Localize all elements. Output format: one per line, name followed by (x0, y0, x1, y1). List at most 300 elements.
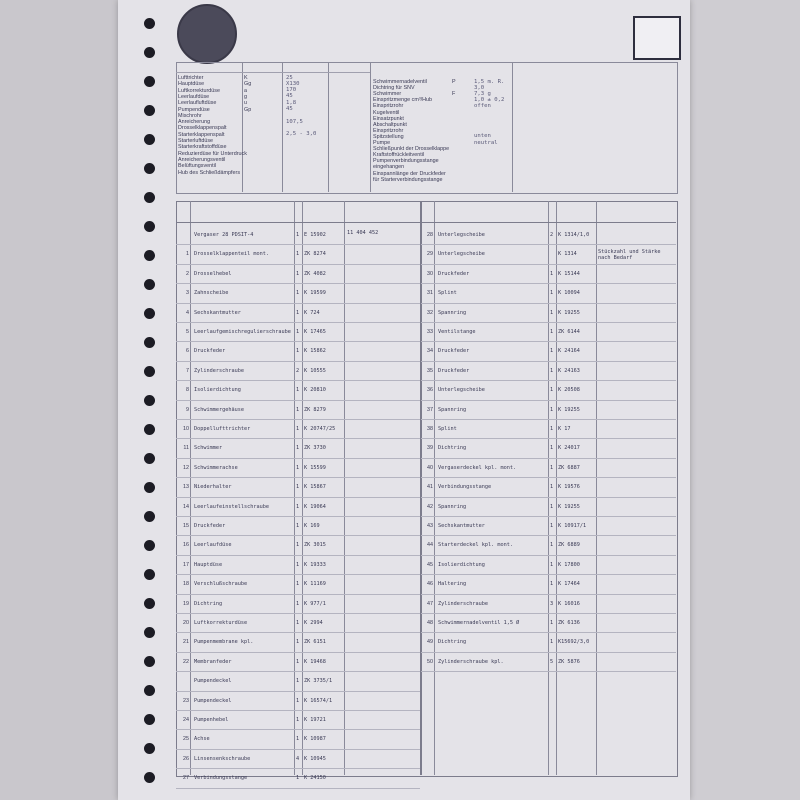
part-quantity: 1 (296, 639, 300, 646)
row-divider (176, 438, 420, 439)
part-name: Druckfeder (194, 348, 226, 355)
row-divider (421, 497, 676, 498)
part-solex-number: K 1314/1,0 (558, 232, 590, 238)
part-name: Linsensenkschraube (194, 755, 251, 762)
row-divider (176, 749, 420, 750)
setting-label: Pumpe (373, 140, 391, 146)
row-divider (421, 477, 676, 478)
part-quantity: 1 (296, 561, 300, 568)
part-number: 29 (427, 251, 433, 258)
binder-hole (144, 482, 155, 493)
setting-value: X130 (286, 80, 300, 87)
setting-value: 170 (286, 87, 297, 94)
part-quantity: 1 (550, 426, 554, 432)
setting-value: 45 (286, 93, 293, 100)
part-solex-number: ZK 6144 (558, 329, 580, 335)
divider (512, 62, 513, 192)
setting-value: neutral (474, 139, 498, 146)
part-number: 48 (427, 620, 433, 626)
part-solex-number: K 977/1 (304, 600, 326, 607)
part-number: 20 (183, 620, 189, 626)
row-divider (176, 244, 420, 245)
binder-hole (144, 366, 155, 377)
part-number: 19 (183, 600, 189, 607)
part-solex-number: K 724 (304, 309, 320, 316)
row-divider (176, 283, 420, 284)
part-number: 33 (427, 329, 433, 335)
part-number: 22 (183, 658, 189, 665)
part-name: Druckfeder (194, 523, 226, 529)
row-divider (421, 632, 676, 633)
part-number: 30 (427, 270, 433, 277)
binder-hole (144, 743, 155, 754)
part-number: 43 (427, 523, 433, 529)
setting-label: Kraftstoffrückleitventil (373, 152, 425, 159)
setting-label: Pumpendüse (178, 106, 210, 113)
part-solex-number: E 15902 (304, 232, 326, 238)
row-divider (421, 671, 676, 672)
row-divider (176, 613, 420, 614)
row-divider (176, 768, 420, 769)
part-quantity: 1 (550, 561, 554, 568)
part-name: Drosselhebel (194, 270, 232, 277)
setting-label: Abschaltpunkt (373, 121, 407, 128)
part-quantity: 1 (296, 717, 300, 723)
part-quantity: 1 (296, 620, 300, 626)
part-solex-number: K 19064 (304, 503, 326, 510)
setting-value: 25 (286, 74, 293, 81)
part-name: Dichtring (438, 639, 467, 646)
part-name: Zylinderschraube (194, 367, 244, 374)
setting-label: Anreicherung (178, 119, 211, 126)
part-number: 34 (427, 348, 433, 355)
part-number: 7 (186, 367, 189, 374)
part-number: 28 (427, 232, 433, 238)
row-divider (421, 419, 676, 420)
row-divider (176, 341, 420, 342)
divider (294, 201, 295, 775)
binder-hole (144, 308, 155, 319)
part-quantity: 1 (296, 251, 300, 258)
binder-hole (144, 540, 155, 551)
part-name: Pumpendeckel (194, 697, 232, 704)
part-solex-number: K 10094 (558, 290, 580, 297)
part-name: Achse (194, 736, 210, 743)
part-quantity: 1 (296, 581, 300, 588)
setting-label: für Starterverbindungsstange (373, 176, 443, 183)
part-solex-number: K 15144 (558, 270, 580, 277)
part-solex-number: K 10555 (304, 367, 326, 374)
setting-symbol: K (244, 75, 248, 81)
setting-label: Kugelventil (373, 109, 400, 116)
part-quantity: 1 (296, 329, 300, 335)
solex-logo (177, 4, 237, 64)
binder-hole (144, 250, 155, 261)
part-name: Spannring (438, 406, 467, 413)
row-divider (176, 458, 420, 459)
row-divider (421, 458, 676, 459)
setting-label: Pumpenverbindungsstange (373, 158, 439, 165)
part-name: Unterlegscheibe (438, 232, 485, 238)
setting-label: Drosselklappenspalt (178, 125, 227, 132)
row-divider (176, 264, 420, 265)
setting-value: 7,3 g (474, 90, 491, 97)
divider (190, 201, 191, 775)
part-quantity: 1 (296, 736, 300, 743)
row-divider (176, 380, 420, 381)
part-quantity: 1 (550, 484, 554, 491)
part-number: 32 (427, 309, 433, 316)
background-right (690, 0, 800, 800)
part-number: 10 (183, 426, 189, 432)
row-divider (421, 283, 676, 284)
row-divider (176, 729, 420, 730)
part-number: 25 (183, 736, 189, 743)
row-divider (421, 380, 676, 381)
part-number: 13 (183, 484, 189, 491)
part-solex-number: ZK 4082 (304, 270, 326, 277)
row-divider (421, 516, 676, 517)
setting-label: Starterklappenspalt (178, 131, 225, 138)
part-name: Dichtring (438, 445, 467, 452)
setting-value: 1,8 (286, 99, 297, 106)
part-quantity: 1 (296, 600, 300, 607)
divider (242, 62, 243, 192)
part-number: 35 (427, 367, 433, 374)
divider (344, 201, 345, 775)
row-divider (176, 535, 420, 536)
setting-label: eingehangen (373, 164, 405, 171)
part-solex-number: K 24150 (304, 775, 326, 782)
part-number: 14 (183, 503, 189, 510)
row-divider (176, 652, 420, 653)
part-name: Niederhalter (194, 484, 232, 491)
part-name: Drosselklappenteil mont. (194, 251, 269, 258)
sheet-letter-box (633, 16, 681, 60)
setting-label: Leerlaufdüse (178, 93, 210, 100)
divider (556, 201, 557, 775)
binder-hole (144, 424, 155, 435)
background-left (0, 0, 118, 800)
part-name: Pumpenmembrane kpl. (194, 639, 254, 646)
part-quantity: 1 (296, 270, 300, 277)
part-solex-number: K 1314 (558, 251, 577, 258)
part-name: Luftkorrekturdüse (194, 620, 248, 626)
binder-hole (144, 18, 155, 29)
setting-label: Einspannlänge der Druckfeder (373, 170, 446, 177)
binder-hole (144, 714, 155, 725)
setting-label: Einsatzpunkt (373, 115, 404, 122)
part-number: 4 (186, 309, 189, 316)
part-number: 9 (186, 406, 189, 413)
part-name: Sechskantmutter (194, 309, 241, 316)
part-solex-number: ZK 3735/1 (304, 678, 333, 685)
setting-label: Einspritzrohr (373, 127, 404, 134)
part-solex-number: K 19468 (304, 658, 326, 665)
binder-holes (138, 0, 160, 800)
part-solex-number: K 15867 (304, 484, 326, 491)
binder-hole (144, 134, 155, 145)
part-number: 18 (183, 581, 189, 588)
part-solex-number: ZK 8279 (304, 406, 326, 413)
part-solex-number: K 10917/1 (558, 523, 587, 529)
row-divider (421, 555, 676, 556)
part-number: 49 (427, 639, 433, 646)
setting-label: Spitzstellung (373, 133, 404, 140)
part-solex-number: K 16016 (558, 600, 580, 607)
part-number: 39 (427, 445, 433, 452)
part-name: Ventilstange (438, 329, 476, 335)
part-number: 17 (183, 561, 189, 568)
part-quantity: 1 (296, 523, 300, 529)
binder-hole (144, 47, 155, 58)
binder-hole (144, 685, 155, 696)
part-number: 26 (183, 755, 189, 762)
setting-value: unten (474, 133, 491, 140)
part-quantity: 1 (550, 329, 554, 335)
part-solex-number: K 16574/1 (304, 697, 333, 704)
setting-value: 1,5 m. R. (474, 78, 505, 85)
part-quantity: 2 (296, 367, 300, 374)
setting-label: Hub des Schließdämpfers (178, 169, 241, 176)
part-name: Zahnscheibe (194, 290, 229, 297)
row-divider (421, 652, 676, 653)
setting-value: offen (474, 102, 491, 109)
setting-value: 3,0 (474, 84, 485, 91)
row-divider (421, 244, 676, 245)
row-divider (176, 574, 420, 575)
row-divider (421, 322, 676, 323)
divider (596, 201, 597, 775)
part-number: 50 (427, 658, 433, 665)
row-divider (176, 419, 420, 420)
part-solex-number: K15692/3,0 (558, 639, 590, 646)
part-number: 46 (427, 581, 433, 588)
part-quantity: 1 (296, 348, 300, 355)
binder-hole (144, 105, 155, 116)
part-number: 16 (183, 542, 189, 549)
part-solex-number: K 10987 (304, 736, 326, 743)
row-divider (176, 322, 420, 323)
part-quantity: 1 (550, 309, 554, 316)
setting-label: Starterluftdüse (178, 138, 214, 144)
row-divider (176, 516, 420, 517)
part-name: Sechskantmutter (438, 523, 485, 529)
part-number: 24 (183, 717, 189, 723)
part-solex-number: K 17800 (558, 561, 580, 568)
part-fabrik-number: 11 404 452 (347, 230, 379, 236)
part-number: 5 (186, 329, 189, 335)
part-number: 23 (183, 697, 189, 704)
part-name: Spannring (438, 503, 467, 510)
part-quantity: 1 (296, 232, 300, 238)
part-quantity: 1 (550, 290, 554, 297)
setting-symbol: u (244, 100, 247, 107)
divider (328, 62, 329, 192)
setting-symbol: F (452, 91, 456, 98)
part-solex-number: K 17 (558, 426, 571, 432)
part-quantity: 1 (550, 523, 554, 529)
binder-hole (144, 337, 155, 348)
setting-symbol: g (244, 93, 247, 100)
part-number: 6 (186, 348, 189, 355)
setting-symbol: Gp (244, 106, 252, 113)
part-quantity: 1 (550, 348, 554, 355)
setting-label: Schwimmer (373, 91, 402, 98)
binder-hole (144, 656, 155, 667)
part-name: Starterdeckel kpl. mont. (438, 542, 513, 549)
setting-value: 45 (286, 106, 293, 112)
part-name: Vergaser 28 PDSIT-4 (194, 232, 254, 238)
row-divider (176, 632, 420, 633)
setting-label: Hauptdüse (178, 81, 205, 88)
part-name: Druckfeder (438, 367, 470, 374)
setting-value: 107,5 (286, 118, 303, 125)
part-quantity: 1 (296, 775, 300, 782)
row-divider (176, 788, 420, 789)
part-number: 2 (186, 270, 189, 277)
row-divider (176, 594, 420, 595)
part-number: 12 (183, 464, 189, 471)
part-quantity: 1 (550, 542, 554, 549)
part-quantity: 1 (296, 406, 300, 413)
part-quantity: 1 (296, 445, 300, 452)
part-number: 11 (183, 445, 189, 452)
row-divider (176, 710, 420, 711)
part-solex-number: K 19721 (304, 717, 326, 723)
part-name: Unterlegscheibe (438, 251, 485, 258)
binder-hole (144, 511, 155, 522)
part-name: Vergaserdeckel kpl. mont. (438, 464, 517, 471)
part-solex-number: ZK 3015 (304, 542, 326, 549)
part-number: 40 (427, 464, 433, 471)
part-name: Leerlaufeinstellschraube (194, 503, 269, 510)
setting-label: Einspritzmenge cm³/Hub (373, 97, 433, 104)
part-solex-number: K 169 (304, 523, 320, 529)
row-divider (421, 361, 676, 362)
setting-label: Schließpunkt der Drosselklappe (373, 146, 450, 153)
part-name: Splint (438, 290, 457, 297)
part-number: 42 (427, 503, 433, 510)
part-solex-number: K 20747/25 (304, 426, 336, 432)
part-solex-number: K 20508 (558, 387, 580, 394)
part-quantity: 1 (296, 697, 300, 704)
part-name: Druckfeder (438, 348, 470, 355)
row-divider (421, 613, 676, 614)
part-solex-number: K 17465 (304, 329, 326, 335)
part-name: Verschlußschraube (194, 581, 248, 588)
row-divider (176, 477, 420, 478)
row-divider (176, 361, 420, 362)
part-solex-number: K 17464 (558, 581, 580, 588)
part-quantity: 1 (296, 426, 300, 432)
part-solex-number: K 19255 (558, 309, 580, 316)
part-quantity: 1 (296, 387, 300, 394)
row-divider (421, 264, 676, 265)
part-name: Isolierdichtung (438, 561, 485, 568)
part-number: 36 (427, 387, 433, 394)
part-solex-number: ZK 6136 (558, 620, 580, 626)
divider (370, 62, 371, 192)
row-divider (176, 555, 420, 556)
binder-hole (144, 163, 155, 174)
part-name: Druckfeder (438, 270, 470, 277)
setting-label: Reduzierdüse für Unterdruck (178, 150, 247, 157)
setting-label: Dichtring für SNV (373, 85, 415, 92)
row-divider (176, 400, 420, 401)
setting-label: Leerlaufluftdüse (178, 100, 217, 107)
setting-value: 2,5 - 3,0 (286, 131, 317, 138)
part-solex-number: K 15599 (304, 464, 326, 471)
binder-hole (144, 279, 155, 290)
part-name: Splint (438, 426, 457, 432)
row-divider (176, 691, 420, 692)
setting-label: Mischrohr (178, 112, 202, 119)
part-name: Doppellufttrichter (194, 426, 251, 432)
part-solex-number: K 19255 (558, 406, 580, 413)
part-quantity: 1 (550, 503, 554, 510)
row-divider (421, 438, 676, 439)
part-solex-number: ZK 6887 (558, 464, 580, 471)
setting-label: Belüftungsventil (178, 163, 217, 170)
setting-symbol: Gg (244, 81, 252, 88)
part-quantity: 1 (296, 464, 300, 471)
row-divider (176, 497, 420, 498)
part-name: Unterlegscheibe (438, 387, 485, 394)
binder-hole (144, 627, 155, 638)
part-quantity: 1 (296, 503, 300, 510)
setting-label: Luftkorrekturdüse (178, 87, 220, 94)
part-number: 15 (183, 523, 189, 529)
part-name: Schwimmerachse (194, 464, 238, 471)
part-name: Leerlaufdüse (194, 542, 232, 549)
binder-hole (144, 76, 155, 87)
part-solex-number: ZK 6151 (304, 639, 326, 646)
part-quantity: 1 (550, 387, 554, 394)
row-divider (421, 400, 676, 401)
part-quantity: 3 (550, 600, 554, 607)
part-quantity: 1 (296, 678, 300, 685)
part-name: Leerlaufgemischregulierschraube (194, 329, 291, 335)
part-solex-number: K 11169 (304, 581, 326, 588)
binder-hole (144, 192, 155, 203)
setting-symbol: P (452, 79, 456, 85)
part-number: 3 (186, 290, 189, 297)
binder-hole (144, 221, 155, 232)
part-quantity: 1 (550, 270, 554, 277)
part-number: 38 (427, 426, 433, 432)
part-number: 8 (186, 387, 189, 394)
part-solex-number: ZK 5876 (558, 658, 580, 665)
setting-value: 1,0 ± 0,2 (474, 96, 505, 103)
part-solex-number: K 19333 (304, 561, 326, 568)
part-number: 41 (427, 484, 433, 491)
setting-label: Einspritzrohr (373, 103, 404, 110)
binder-hole (144, 569, 155, 580)
part-solex-number: K 19255 (558, 503, 580, 510)
setting-label: Schwimmernadelventil (373, 79, 427, 85)
part-solex-number: K 24163 (558, 367, 580, 374)
part-number: 47 (427, 600, 433, 607)
part-name: Pumpenhebel (194, 717, 229, 723)
divider (548, 201, 549, 775)
part-quantity: 5 (550, 658, 554, 665)
part-fabrik-number: Stückzahl und Stärke nach Bedarf (598, 249, 661, 262)
part-quantity: 1 (550, 581, 554, 588)
part-quantity: 1 (296, 290, 300, 297)
part-quantity: 1 (296, 484, 300, 491)
part-name: Verbindungsstange (194, 775, 248, 782)
